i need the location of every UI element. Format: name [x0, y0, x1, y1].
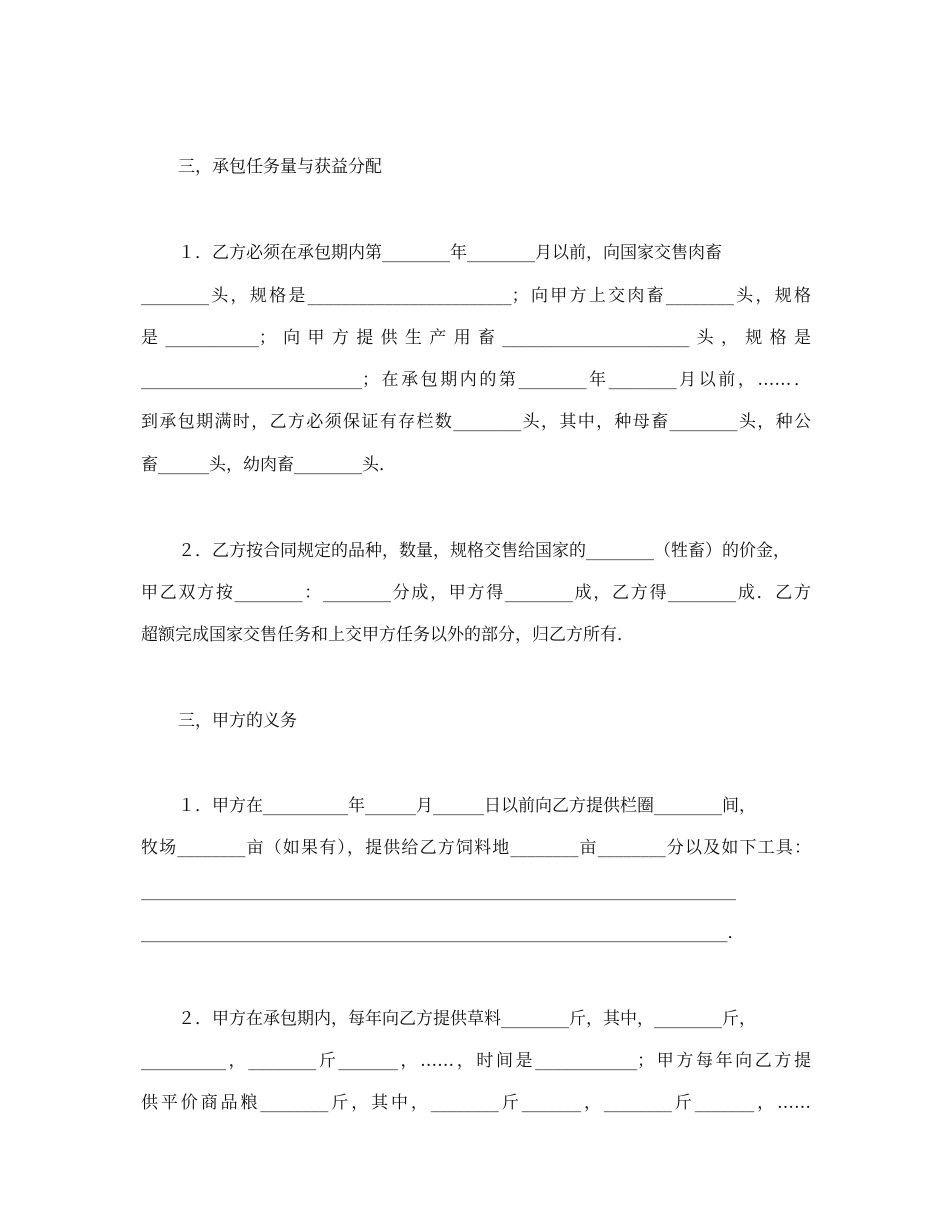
paragraph-line: ________头，规格是________________________；向甲方上交肉畜________头，规格 [141, 286, 811, 306]
paragraph-line: 畜______头，幼肉畜________头． [141, 455, 396, 475]
section-heading: 三，承包任务量与获益分配 [178, 157, 382, 177]
paragraph-line: 牧场________亩（如果有），提供给乙方饲料地________亩________分以及如下工具： [141, 838, 811, 858]
paragraph-line: １．乙方必须在承包期内第________年________月以前，向国家交售肉畜 [178, 243, 722, 263]
blank-line: _____________________________________________________________________． [141, 923, 745, 943]
paragraph-line: __________，________斤_______，……，时间是____________；甲方每年向乙方提 [141, 1051, 811, 1071]
paragraph-line: 到承包期满时，乙方必须保证有存栏数________头，其中，种母畜________头，种公 [141, 412, 811, 432]
paragraph-line: ２．乙方按合同规定的品种，数量，规格交售给国家的________（牲畜）的价金， [178, 541, 790, 561]
paragraph-line: __________________________；在承包期内的第________年________月以前，……． [141, 370, 811, 390]
paragraph-line: 甲乙双方按________：________分成，甲方得________成，乙方得________成．乙方 [141, 583, 811, 603]
blank-line: ______________________________________________________________________ [141, 881, 736, 901]
section-heading: 三，甲方的义务 [178, 711, 297, 731]
paragraph-line: １．甲方在__________年______月______日以前向乙方提供栏圈________间， [178, 796, 756, 816]
paragraph-line: ２．甲方在承包期内，每年向乙方提供草料________斤，其中，________斤， [178, 1009, 756, 1029]
paragraph-line: 供平价商品粮________斤，其中，________斤_______，________斤_______，…… [141, 1093, 811, 1113]
paragraph-line: 是___________；向甲方提供生产用畜______________________头，规格是 [141, 328, 811, 348]
paragraph-line: 超额完成国家交售任务和上交甲方任务以外的部分，归乙方所有． [141, 625, 634, 645]
